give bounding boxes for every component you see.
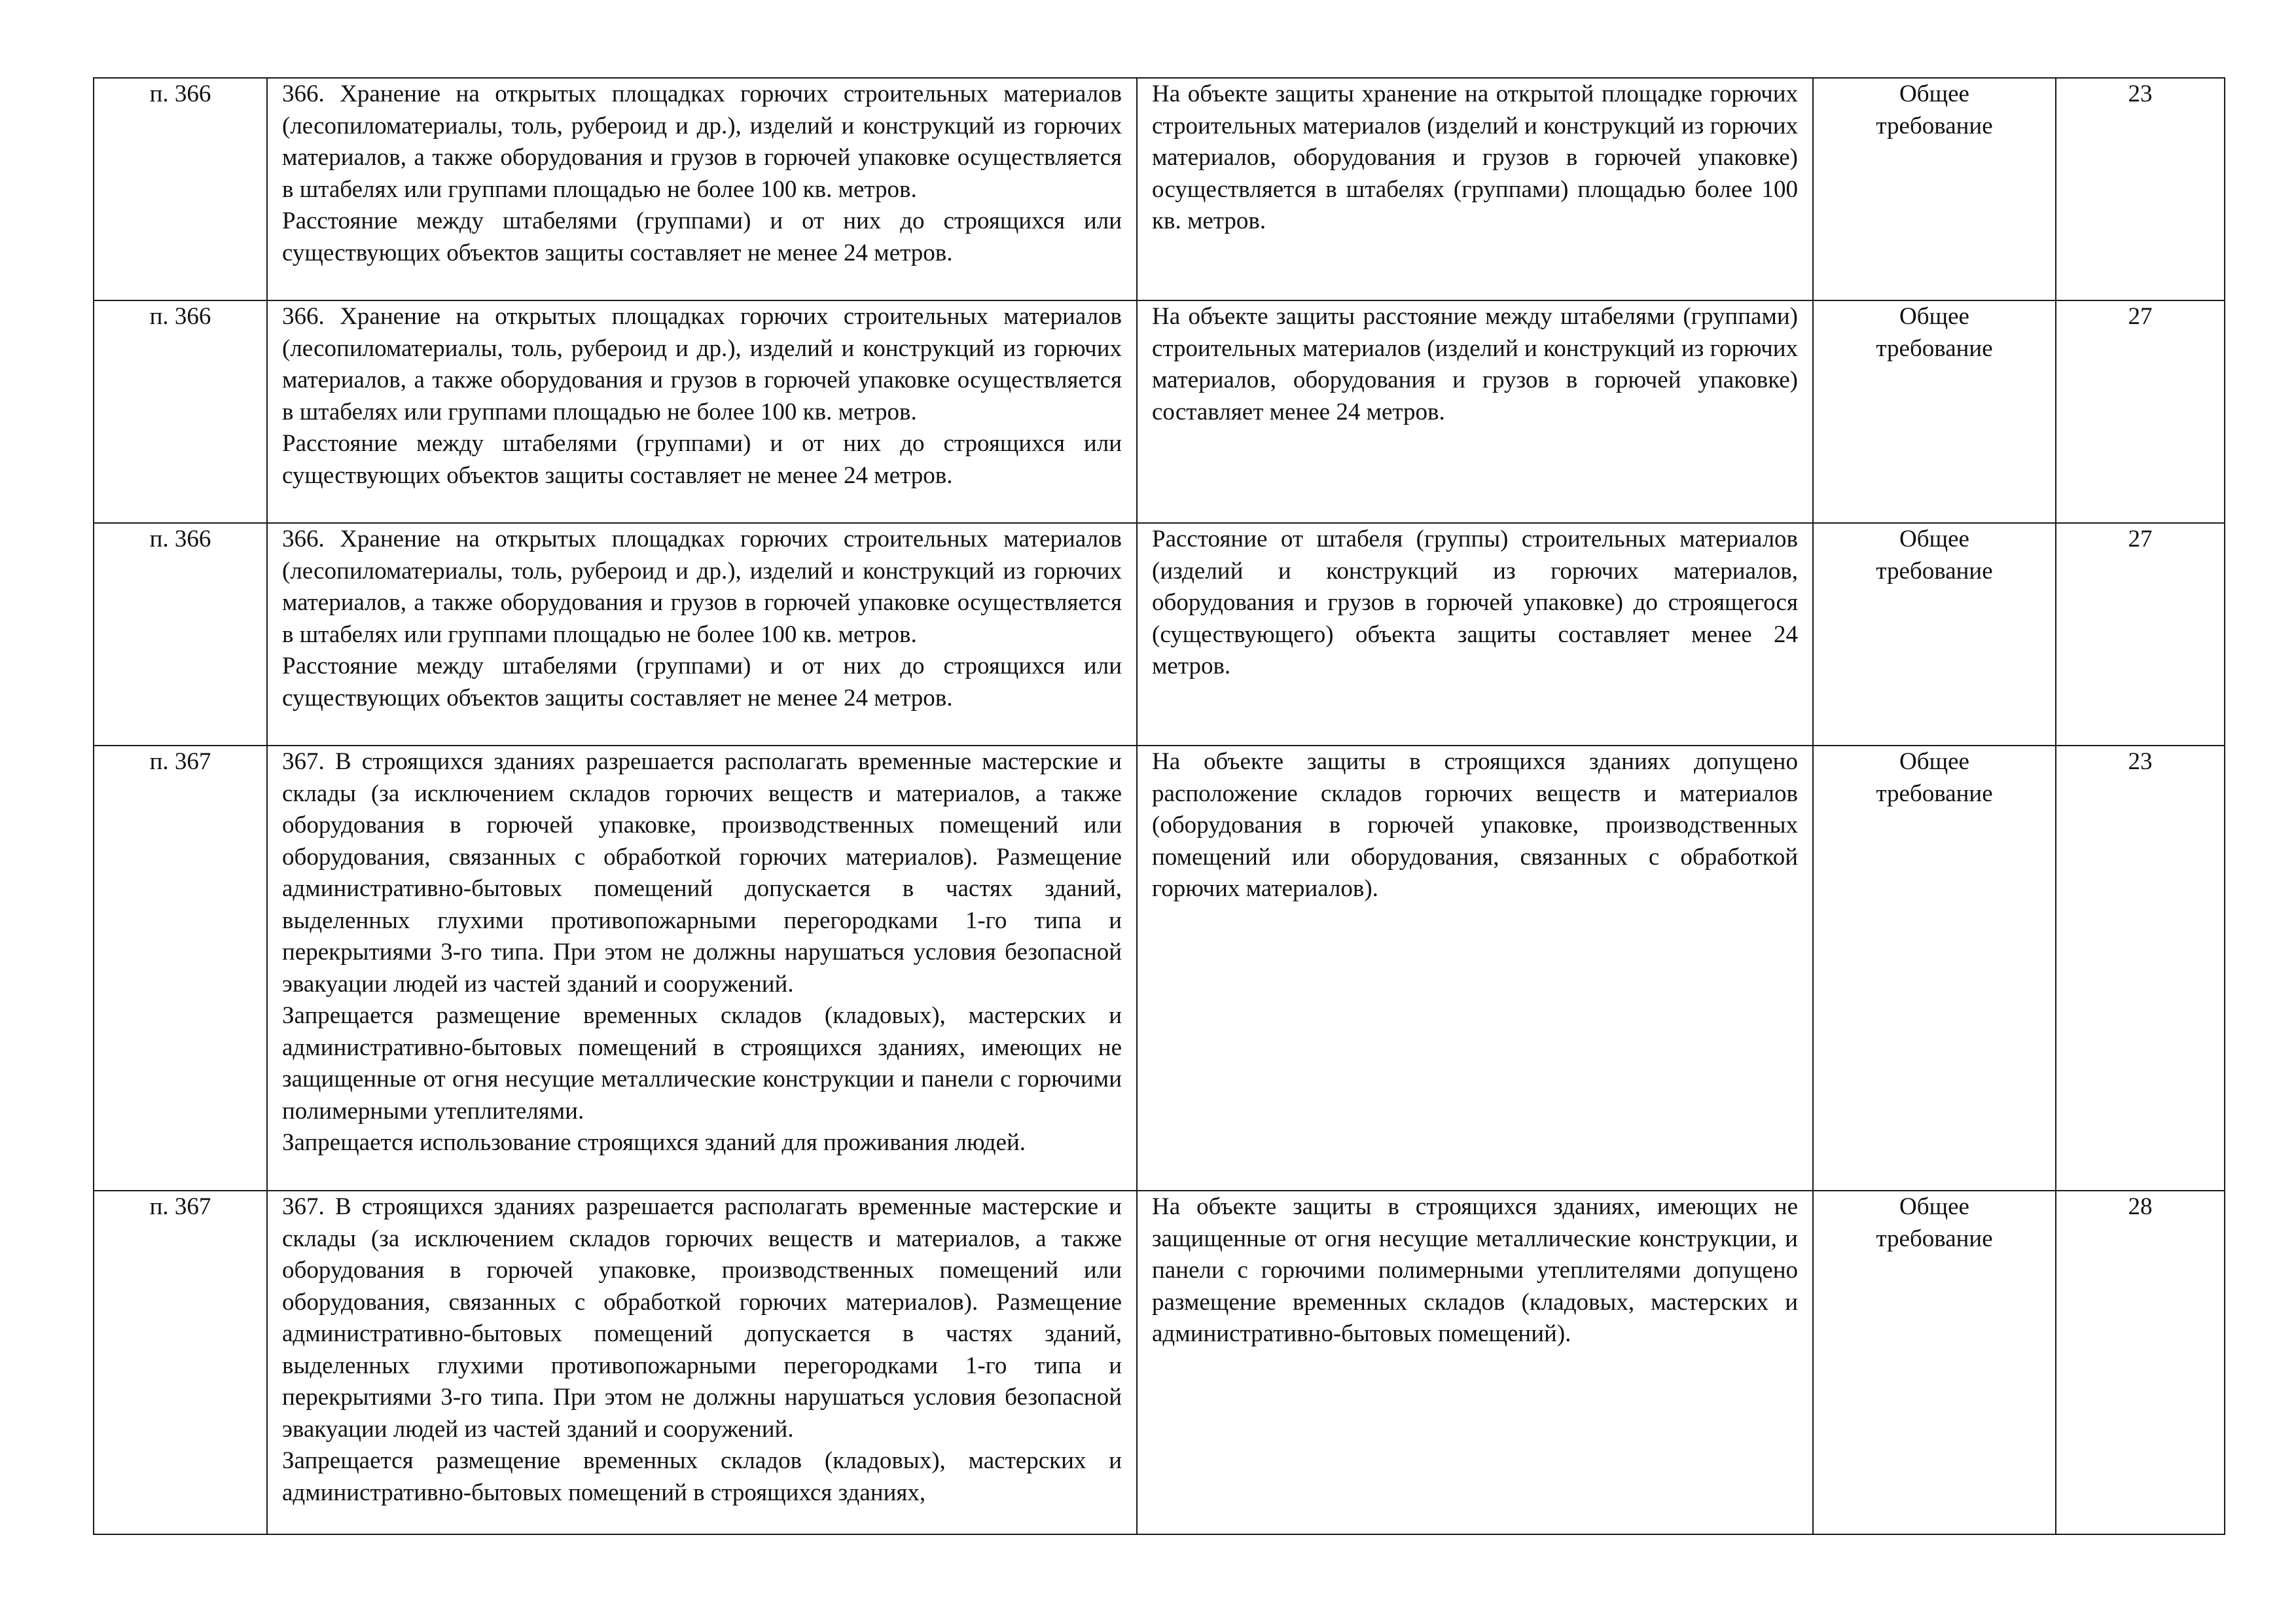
requirement-cell — [267, 78, 1137, 300]
requirement-paragraph: 366. Хранение на открытых площадках горючих строительных материалов (лесопиломатериалы, толь, рубероид и др.), изделий и конструкций из горючих материалов, а также оборудования и грузов в горючей упаковке осуществляется в штабелях или группами площадью не более 100 кв. метров. — [282, 526, 1122, 648]
kind-line: Общее — [1899, 303, 1969, 330]
requirement-cell — [267, 1191, 1137, 1534]
point-cell: п. 367 — [94, 746, 267, 1191]
table-row — [94, 1191, 2225, 1534]
requirement-paragraph: Расстояние между штабелями (группами) и от них до строящихся или существующих объектов защиты составляет не менее 24 метров. — [282, 653, 1122, 712]
kind-line: Общее — [1899, 526, 1969, 552]
requirement-paragraph: 367. В строящихся зданиях разрешается располагать временные мастерские и склады (за исключением складов горючих веществ и материалов, а также оборудования в горючей упаковке, производственных помещений или оборудования, связанных с обработкой горючих материалов). Размещение административно-бытовых помещений допускается в частях зданий, выделенных глухими противопожарными перегородками 1-го типа и перекрытиями 3-го типа. При этом не должны нарушаться условия безопасной эвакуации людей из частей зданий и сооружений. — [282, 748, 1122, 998]
kind-line: требование — [1876, 1225, 1993, 1252]
requirement-paragraph: 367. В строящихся зданиях разрешается располагать временные мастерские и склады (за исключением складов горючих веществ и материалов, а также оборудования в горючей упаковке, производственных помещений или оборудования, связанных с обработкой горючих материалов). Размещение административно-бытовых помещений допускается в частях зданий, выделенных глухими противопожарными перегородками 1-го типа и перекрытиями 3-го типа. При этом не должны нарушаться условия безопасной эвакуации людей из частей зданий и сооружений. — [282, 1193, 1122, 1443]
number-cell: 23 — [2056, 746, 2225, 1191]
kind-line: требование — [1876, 780, 1993, 807]
kind-line: Общее — [1899, 1193, 1969, 1220]
requirement-paragraph: Запрещается размещение временных складов (кладовых), мастерских и административно-бытовых помещений в строящихся зданиях, — [282, 1447, 1122, 1506]
requirement-kind-cell — [1813, 746, 2056, 1191]
point-cell: п. 366 — [94, 78, 267, 300]
number-cell: 28 — [2056, 1191, 2225, 1534]
requirement-cell — [267, 300, 1137, 523]
point-cell: п. 366 — [94, 300, 267, 523]
kind-line: требование — [1876, 112, 1993, 139]
requirement-paragraph: Запрещается размещение временных складов (кладовых), мастерских и административно-бытовых помещений в строящихся зданиях, имеющих не защищенные от огня несущие металлические конструкции и панели с горючими полимерными утеплителями. — [282, 1002, 1122, 1125]
table-row — [94, 746, 2225, 1191]
kind-line: Общее — [1899, 81, 1969, 107]
requirements-table — [93, 77, 2225, 1535]
violation-cell: На объекте защиты в строящихся зданиях, имеющих не защищенные от огня несущие металлические конструкции, и панели с горючими полимерными утеплителями допущено размещение временных складов (кладовых, мастерских и административно-бытовых помещений). — [1137, 1191, 1813, 1534]
violation-cell: На объекте защиты расстояние между штабелями (группами) строительных материалов (изделий и конструкций из горючих материалов, оборудования и грузов в горючей упаковке) составляет менее 24 метров. — [1137, 300, 1813, 523]
requirement-kind-cell — [1813, 1191, 2056, 1534]
number-cell: 27 — [2056, 300, 2225, 523]
point-cell: п. 367 — [94, 1191, 267, 1534]
requirement-paragraph: 366. Хранение на открытых площадках горючих строительных материалов (лесопиломатериалы, толь, рубероид и др.), изделий и конструкций из горючих материалов, а также оборудования и грузов в горючей упаковке осуществляется в штабелях или группами площадью не более 100 кв. метров. — [282, 81, 1122, 203]
requirement-paragraph: Расстояние между штабелями (группами) и от них до строящихся или существующих объектов защиты составляет не менее 24 метров. — [282, 208, 1122, 266]
requirement-kind-cell — [1813, 523, 2056, 746]
number-cell: 23 — [2056, 78, 2225, 300]
requirement-cell — [267, 523, 1137, 746]
requirement-cell — [267, 746, 1137, 1191]
kind-line: требование — [1876, 334, 1993, 362]
requirement-paragraph: 366. Хранение на открытых площадках горючих строительных материалов (лесопиломатериалы, толь, рубероид и др.), изделий и конструкций из горючих материалов, а также оборудования и грузов в горючей упаковке осуществляется в штабелях или группами площадью не более 100 кв. метров. — [282, 303, 1122, 425]
violation-cell: Расстояние от штабеля (группы) строительных материалов (изделий и конструкций из горючих материалов, оборудования и грузов в горючей упаковке) до строящегося (существующего) объекта защиты составляет менее 24 метров. — [1137, 523, 1813, 746]
point-cell: п. 366 — [94, 523, 267, 746]
requirement-kind-cell — [1813, 78, 2056, 300]
kind-line: требование — [1876, 557, 1993, 585]
violation-cell: На объекте защиты в строящихся зданиях допущено расположение складов горючих веществ и материалов (оборудования в горючей упаковке, производственных помещений или оборудования, связанных с обработкой горючих материалов). — [1137, 746, 1813, 1191]
number-cell: 27 — [2056, 523, 2225, 746]
violation-cell: На объекте защиты хранение на открытой площадке горючих строительных материалов (изделий и конструкций из горючих материалов, оборудования и грузов в горючей упаковке) осуществляется в штабелях (группами) площадью более 100 кв. метров. — [1137, 78, 1813, 300]
table-row — [94, 523, 2225, 746]
requirement-kind-cell — [1813, 300, 2056, 523]
table-row — [94, 300, 2225, 523]
kind-line: Общее — [1899, 748, 1969, 775]
requirement-paragraph: Запрещается использование строящихся зданий для проживания людей. — [282, 1129, 1026, 1156]
table-row — [94, 78, 2225, 300]
requirement-paragraph: Расстояние между штабелями (группами) и от них до строящихся или существующих объектов защиты составляет не менее 24 метров. — [282, 430, 1122, 489]
